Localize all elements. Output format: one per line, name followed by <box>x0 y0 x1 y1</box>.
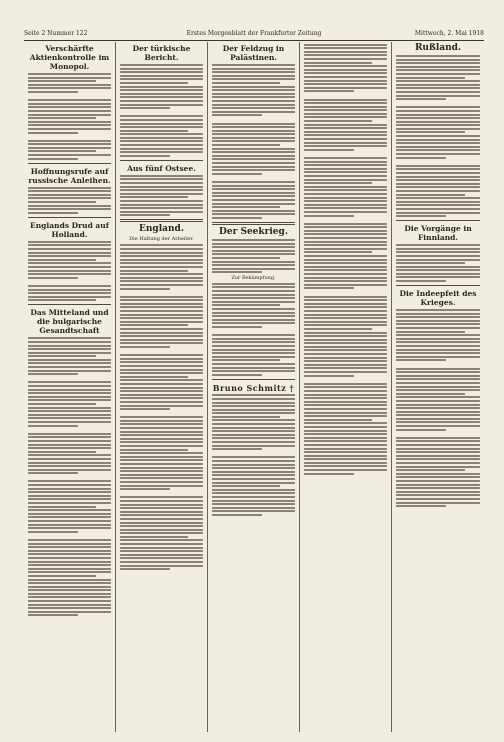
column-4 <box>300 42 392 732</box>
headline: Der Feldzug in Palästinen. <box>222 44 285 62</box>
page-header <box>24 30 484 41</box>
headline: Verschärfte Aktienkontrolle im Monopol. <box>29 44 110 71</box>
column-5 <box>392 42 484 732</box>
headline: Die Vorgänge in Finnland. <box>404 224 472 243</box>
headline: Hoffnungsrufe auf russische Anleihen. <box>28 166 111 185</box>
headline: Rußland. <box>414 43 462 53</box>
headline: Der Seekrieg. <box>219 226 288 237</box>
headline: Das Mitteland und die bulgarische Gesandtschaft <box>30 308 109 336</box>
column-3 <box>208 42 300 732</box>
obituary-title: Bruno Schmitz † <box>212 382 295 393</box>
subheadline: Zur Bekämpfung. <box>231 274 276 281</box>
subheadline: Die Haltung der Arbeiter. <box>129 236 194 243</box>
headline: Der türkische Bericht. <box>132 44 191 62</box>
headline: Aus fünf Ostsee. <box>127 163 196 173</box>
headline: Die Indeepfeit des Krieges. <box>399 289 477 308</box>
issue-date: Mittwoch, 2. Mai 1918 <box>414 30 484 37</box>
column-1 <box>24 42 116 732</box>
headline: England. <box>139 224 184 235</box>
column-2 <box>116 42 208 732</box>
page-number: Seite 2 Nummer 122 <box>24 30 88 37</box>
masthead: Erstes Morgenblatt der Frankfurter Zeitung <box>186 30 322 37</box>
headline: Englands Drud auf Holland. <box>30 220 109 239</box>
columns <box>24 42 484 732</box>
